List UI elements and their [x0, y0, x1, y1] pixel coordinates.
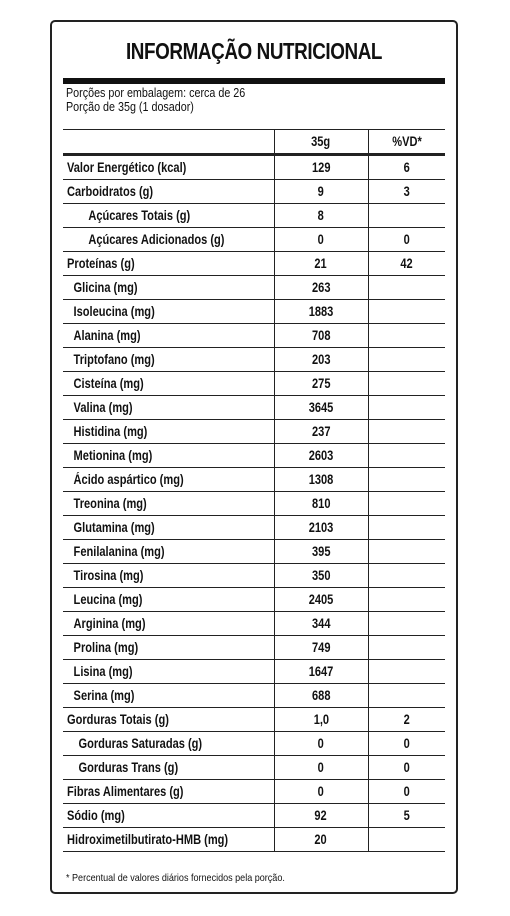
nutrient-daily-value — [368, 444, 445, 468]
nutrient-name: Tirosina (mg) — [73, 568, 144, 583]
nutrient-daily-value: 0 — [368, 756, 445, 780]
table-row — [63, 588, 445, 612]
nutrient-name: Proteínas (g) — [67, 256, 135, 271]
nutrient-amount: 21 — [274, 252, 368, 276]
table-row — [63, 612, 445, 636]
nutrient-amount: 2405 — [274, 588, 368, 612]
nutrient-daily-value — [368, 612, 445, 636]
nutrient-daily-value — [368, 684, 445, 708]
nutrient-amount: 9 — [274, 180, 368, 204]
nutrient-name: Valor Energético (kcal) — [67, 160, 187, 175]
table-header-row — [63, 130, 445, 155]
nutrient-amount: 350 — [274, 564, 368, 588]
nutrient-amount: 2103 — [274, 516, 368, 540]
table-row — [63, 636, 445, 660]
footnote: * Percentual de valores diários fornecidos pela porção. — [66, 872, 285, 884]
nutrient-name: Gorduras Saturadas (g) — [78, 736, 203, 751]
nutrient-name: Arginina (mg) — [73, 616, 146, 631]
nutrient-name: Valina (mg) — [73, 400, 133, 415]
nutrient-daily-value: 5 — [368, 804, 445, 828]
nutrient-name: Histidina (mg) — [73, 424, 148, 439]
nutrient-amount: 203 — [274, 348, 368, 372]
title-divider — [63, 78, 445, 84]
table-row — [63, 660, 445, 684]
nutrient-amount: 3645 — [274, 396, 368, 420]
table-row — [63, 684, 445, 708]
nutrient-name: Isoleucina (mg) — [73, 304, 155, 319]
nutrient-amount: 0 — [274, 732, 368, 756]
nutrient-amount: 708 — [274, 324, 368, 348]
table-row — [63, 780, 445, 804]
panel-title: INFORMAÇÃO NUTRICIONAL — [125, 38, 383, 64]
table-row — [63, 276, 445, 300]
table-row — [63, 420, 445, 444]
nutrient-daily-value — [368, 276, 445, 300]
nutrient-amount: 1647 — [274, 660, 368, 684]
nutrient-daily-value: 0 — [368, 732, 445, 756]
table-row — [63, 516, 445, 540]
serving-info — [66, 86, 245, 114]
nutrient-daily-value: 42 — [368, 252, 445, 276]
nutrient-amount: 395 — [274, 540, 368, 564]
nutrient-daily-value — [368, 516, 445, 540]
nutrient-name: Triptofano (mg) — [73, 352, 155, 367]
nutrient-amount: 0 — [274, 780, 368, 804]
nutrient-name: Metionina (mg) — [73, 448, 153, 463]
table-row — [63, 324, 445, 348]
table-row — [63, 564, 445, 588]
nutrient-name: Leucina (mg) — [73, 592, 143, 607]
nutrient-daily-value: 6 — [368, 155, 445, 180]
nutrition-facts-panel — [50, 20, 458, 894]
nutrient-daily-value — [368, 660, 445, 684]
nutrient-amount: 275 — [274, 372, 368, 396]
nutrient-daily-value: 3 — [368, 180, 445, 204]
nutrient-name: Açúcares Totais (g) — [88, 208, 191, 223]
nutrient-name: Ácido aspártico (mg) — [73, 472, 184, 487]
nutrient-name: Serina (mg) — [73, 688, 135, 703]
nutrient-amount: 1308 — [274, 468, 368, 492]
nutrient-amount: 2603 — [274, 444, 368, 468]
table-row — [63, 372, 445, 396]
nutrient-amount: 129 — [274, 155, 368, 180]
table-row — [63, 228, 445, 252]
nutrient-amount: 92 — [274, 804, 368, 828]
table-row — [63, 828, 445, 852]
nutrient-amount: 237 — [274, 420, 368, 444]
nutrient-daily-value — [368, 564, 445, 588]
nutrient-daily-value — [368, 468, 445, 492]
nutrient-name: Hidroximetilbutirato-HMB (mg) — [67, 832, 229, 847]
nutrient-name: Alanina (mg) — [73, 328, 141, 343]
nutrient-amount: 1,0 — [274, 708, 368, 732]
serving-size: Porção de 35g (1 dosador) — [66, 100, 194, 114]
header-nutrient — [63, 130, 274, 155]
nutrient-name: Prolina (mg) — [73, 640, 139, 655]
nutrient-daily-value — [368, 828, 445, 852]
table-row — [63, 708, 445, 732]
nutrient-daily-value — [368, 348, 445, 372]
nutrient-amount: 749 — [274, 636, 368, 660]
nutrient-daily-value — [368, 636, 445, 660]
table-row — [63, 540, 445, 564]
nutrient-amount: 8 — [274, 204, 368, 228]
nutrient-amount: 0 — [274, 228, 368, 252]
nutrition-table — [63, 129, 445, 852]
nutrient-name: Carboidratos (g) — [67, 184, 154, 199]
nutrient-daily-value — [368, 324, 445, 348]
servings-per-package: Porções por embalagem: cerca de 26 — [66, 86, 246, 100]
nutrient-name: Açúcares Adicionados (g) — [88, 232, 225, 247]
table-row — [63, 204, 445, 228]
table-row — [63, 180, 445, 204]
nutrient-name: Lisina (mg) — [73, 664, 133, 679]
nutrient-amount: 1883 — [274, 300, 368, 324]
table-row — [63, 300, 445, 324]
nutrient-daily-value — [368, 396, 445, 420]
nutrient-daily-value: 2 — [368, 708, 445, 732]
table-row — [63, 756, 445, 780]
table-row — [63, 444, 445, 468]
header-portion: 35g — [274, 130, 368, 155]
nutrient-name: Treonina (mg) — [73, 496, 147, 511]
table-row — [63, 155, 445, 180]
nutrient-daily-value: 0 — [368, 228, 445, 252]
nutrient-name: Fibras Alimentares (g) — [67, 784, 184, 799]
nutrient-daily-value — [368, 540, 445, 564]
nutrient-name: Gorduras Trans (g) — [78, 760, 179, 775]
nutrient-daily-value — [368, 372, 445, 396]
table-row — [63, 468, 445, 492]
table-row — [63, 252, 445, 276]
nutrient-amount: 810 — [274, 492, 368, 516]
nutrient-name: Glicina (mg) — [73, 280, 138, 295]
nutrient-name: Sódio (mg) — [67, 808, 125, 823]
nutrient-amount: 263 — [274, 276, 368, 300]
nutrient-name: Fenilalanina (mg) — [73, 544, 165, 559]
nutrient-amount: 0 — [274, 756, 368, 780]
nutrient-daily-value: 0 — [368, 780, 445, 804]
nutrient-daily-value — [368, 492, 445, 516]
nutrient-name: Cisteína (mg) — [73, 376, 144, 391]
table-row — [63, 492, 445, 516]
nutrient-daily-value — [368, 300, 445, 324]
nutrient-daily-value — [368, 204, 445, 228]
table-row — [63, 732, 445, 756]
nutrient-amount: 20 — [274, 828, 368, 852]
nutrient-name: Gorduras Totais (g) — [67, 712, 169, 727]
nutrient-amount: 344 — [274, 612, 368, 636]
header-daily-value: %VD* — [368, 130, 445, 155]
nutrient-name: Glutamina (mg) — [73, 520, 155, 535]
table-row — [63, 396, 445, 420]
table-row — [63, 804, 445, 828]
table-row — [63, 348, 445, 372]
nutrient-daily-value — [368, 420, 445, 444]
nutrient-amount: 688 — [274, 684, 368, 708]
nutrient-daily-value — [368, 588, 445, 612]
